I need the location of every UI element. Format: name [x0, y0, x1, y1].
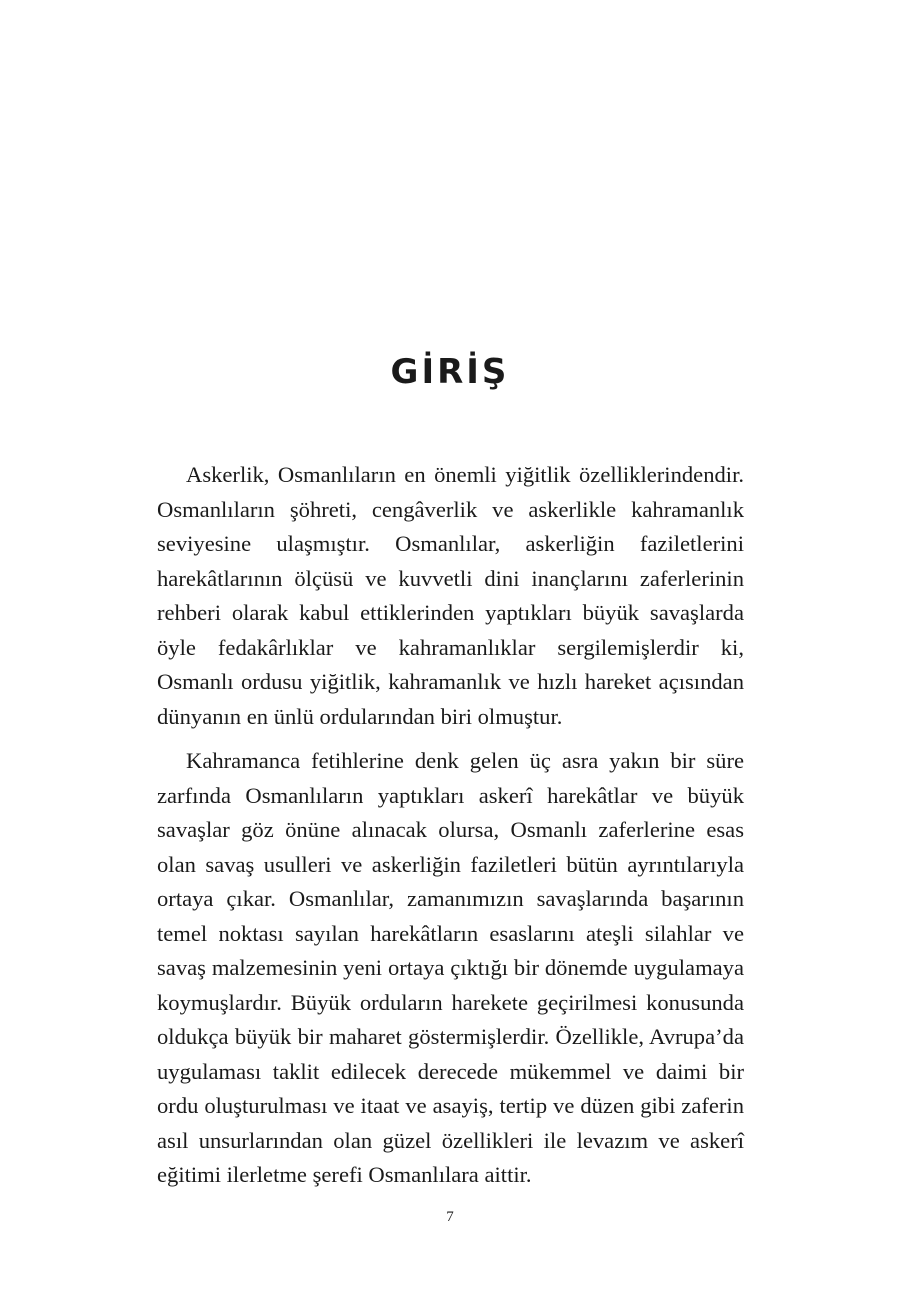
paragraph-1: Askerlik, Osmanlıların en önemli yiğitlik özelliklerindendir. Osmanlıların şöhreti, cengâverlik ve askerlikle kahramanlık seviyesine ulaşmıştır. Osmanlılar, askerliğin faziletlerini harekâtlarının ölçüsü ve kuvvetli dini inançlarını zaferlerinin rehberi olarak kabul ettiklerinden yaptıkları büyük savaşlarda öyle fedakârlıklar ve kahramanlıklar sergilemişlerdir ki, Osmanlı ordusu yiğitlik, kahramanlık ve hızlı hareket açısından dünyanın en ünlü ordularından biri olmuştur.	[157, 462, 744, 729]
paragraph-2: Kahramanca fetihlerine denk gelen üç asra yakın bir süre zarfında Osmanlıların yaptıkları askerî harekâtlar ve büyük savaşlar göz önüne alınacak olursa, Osmanlı zaferlerine esas olan savaş usulleri ve askerliğin faziletleri bütün ayrıntılarıyla ortaya çıkar. Osmanlılar, zamanımızın savaşlarında başarının temel noktası sayılan harekâtların esaslarını ateşli silahlar ve savaş malzemesinin yeni ortaya çıktığı bir dönemde uygulamaya koymuşlardır. Büyük orduların harekete geçirilmesi konusunda oldukça büyük bir maharet göstermişlerdir. Özellikle, Avrupa’da uygulaması taklit edilecek derecede mükemmel ve daimi bir ordu oluşturulması ve itaat ve asayiş, tertip ve düzen gibi zaferin asıl unsurlarından olan güzel özellikleri ile levazım ve askerî eğitimi ilerletme şerefi Osmanlılara aittir.	[157, 748, 744, 1187]
body-text	[157, 458, 744, 1203]
page-number: 7	[446, 1209, 454, 1225]
chapter-title: GİRİŞ	[390, 352, 510, 392]
